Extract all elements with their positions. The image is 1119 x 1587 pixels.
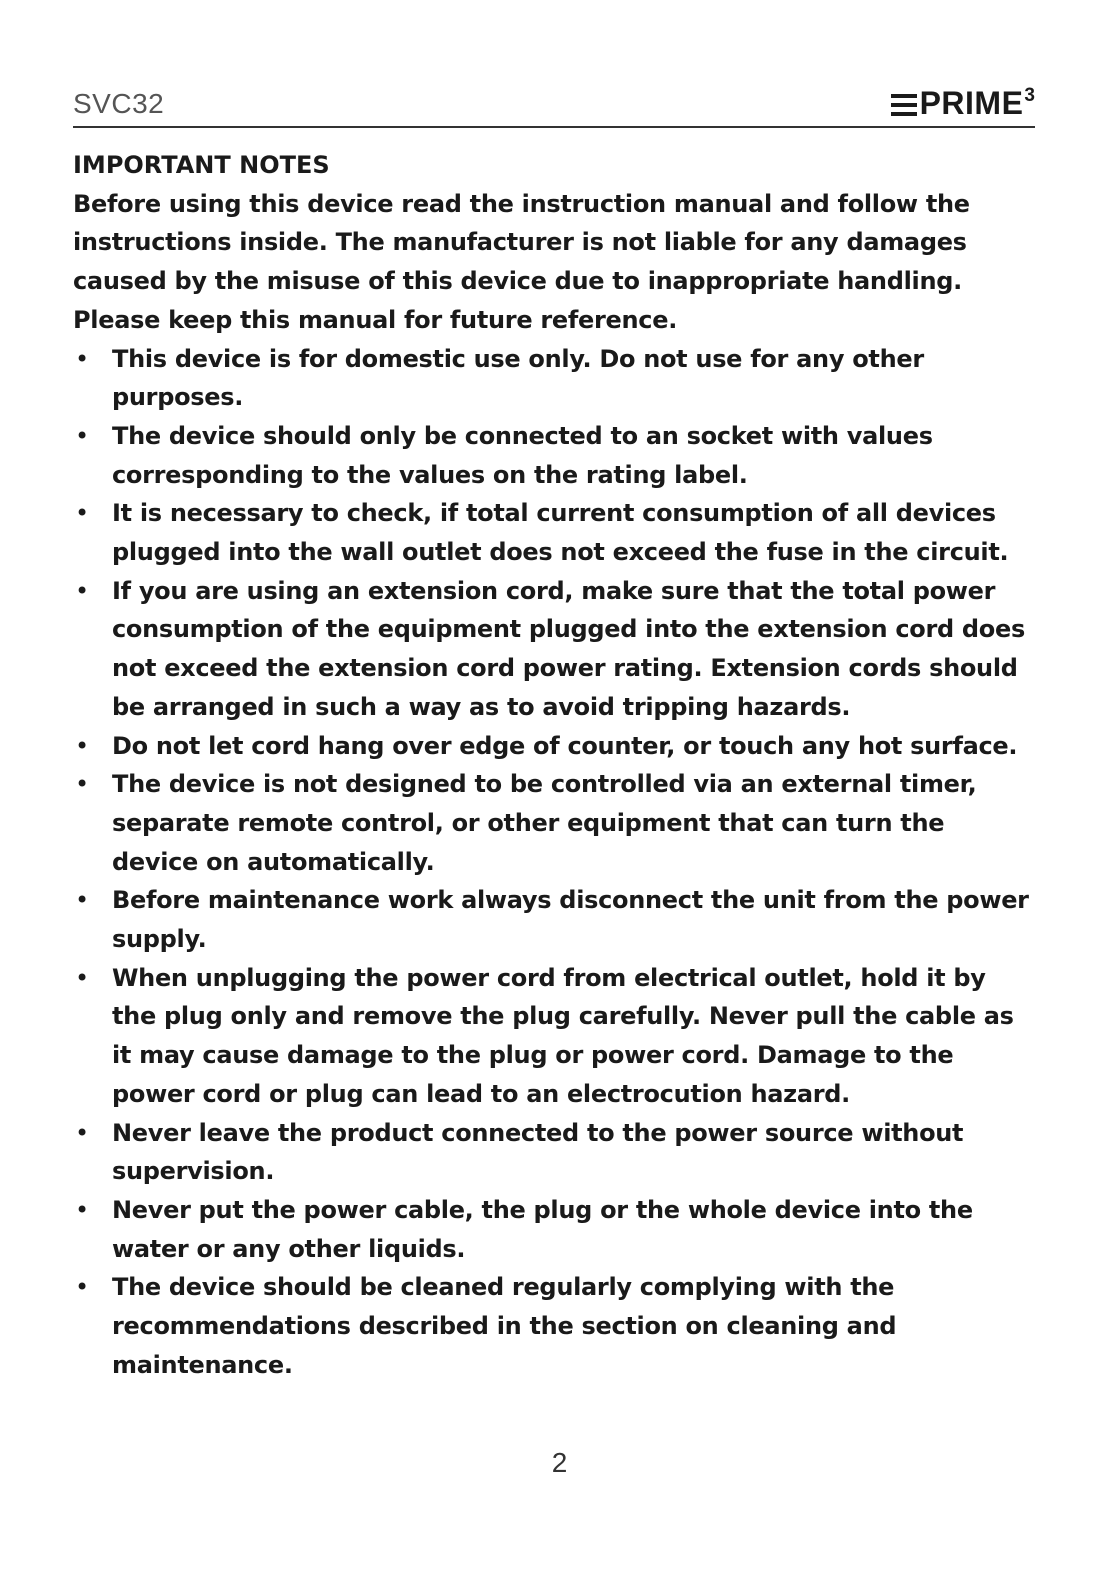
list-item: [73, 959, 1035, 1114]
list-item: [73, 1114, 1035, 1191]
list-item-text: It is necessary to check, if total current consumption of all devices plugged into the wall outlet does not exceed the fuse in the circuit.: [112, 499, 1009, 567]
list-item-text: Never put the power cable, the plug or the whole device into the water or any other liquids.: [112, 1195, 973, 1263]
list-item: [73, 727, 1035, 766]
page-header: [73, 84, 1035, 128]
section-heading: IMPORTANT NOTES: [73, 151, 330, 179]
list-item: [73, 340, 1035, 417]
brand-bars-icon: [891, 94, 917, 116]
list-item-text: Before maintenance work always disconnect the unit from the power supply.: [112, 886, 1029, 954]
bullet-icon: •: [75, 886, 89, 915]
list-item: [73, 494, 1035, 571]
bullet-icon: •: [75, 421, 89, 450]
list-item-text: The device should only be connected to an socket with values corresponding to the values on the rating label.: [112, 421, 933, 489]
intro-paragraph: Before using this device read the instruction manual and follow the instructions inside. The manufacturer is not liable for any damages caused by the misuse of this device due to inappropriate handling. Please keep this manual for future reference.: [73, 189, 970, 334]
bullet-icon: •: [75, 963, 89, 992]
brand-logo: [891, 86, 1035, 120]
list-item-text: The device should be cleaned regularly complying with the recommendations described in the section on cleaning and maintenance.: [112, 1273, 897, 1379]
bullet-icon: •: [75, 499, 89, 528]
list-item: [73, 1268, 1035, 1384]
page-number: 2: [551, 1447, 568, 1478]
list-item: [73, 1191, 1035, 1268]
list-item-text: The device is not designed to be controlled via an external timer, separate remote control, or other equipment that can turn the device on automatically.: [112, 770, 977, 876]
brand-superscript: 3: [1024, 85, 1035, 106]
bullet-icon: •: [75, 770, 89, 799]
list-item: [73, 881, 1035, 958]
list-item-text: Never leave the product connected to the power source without supervision.: [112, 1118, 964, 1186]
list-item: [73, 765, 1035, 881]
brand-name: PRIME: [919, 85, 1024, 121]
bullet-icon: •: [75, 344, 89, 373]
bullet-icon: •: [75, 731, 89, 760]
important-notes-section: [73, 146, 1035, 1385]
list-item-text: When unplugging the power cord from electrical outlet, hold it by the plug only and remove the plug carefully. Never pull the cable as it may cause damage to the plug or power cord. Damage to the power cord or plug can lead to an electrocution hazard.: [112, 963, 1014, 1108]
model-number: SVC32: [73, 88, 165, 119]
list-item-text: This device is for domestic use only. Do not use for any other purposes.: [112, 344, 924, 412]
bullet-icon: •: [75, 1195, 89, 1224]
list-item: [73, 572, 1035, 727]
list-item-text: Do not let cord hang over edge of counter, or touch any hot surface.: [112, 731, 1018, 760]
bullet-icon: •: [75, 1118, 89, 1147]
notes-list: [73, 340, 1035, 1385]
list-item: [73, 417, 1035, 494]
list-item-text: If you are using an extension cord, make sure that the total power consumption of the equipment plugged into the extension cord does not exceed the extension cord power rating. Extension cords should be arranged in such a way as to avoid tripping hazards.: [112, 576, 1025, 721]
bullet-icon: •: [75, 576, 89, 605]
bullet-icon: •: [75, 1273, 89, 1302]
